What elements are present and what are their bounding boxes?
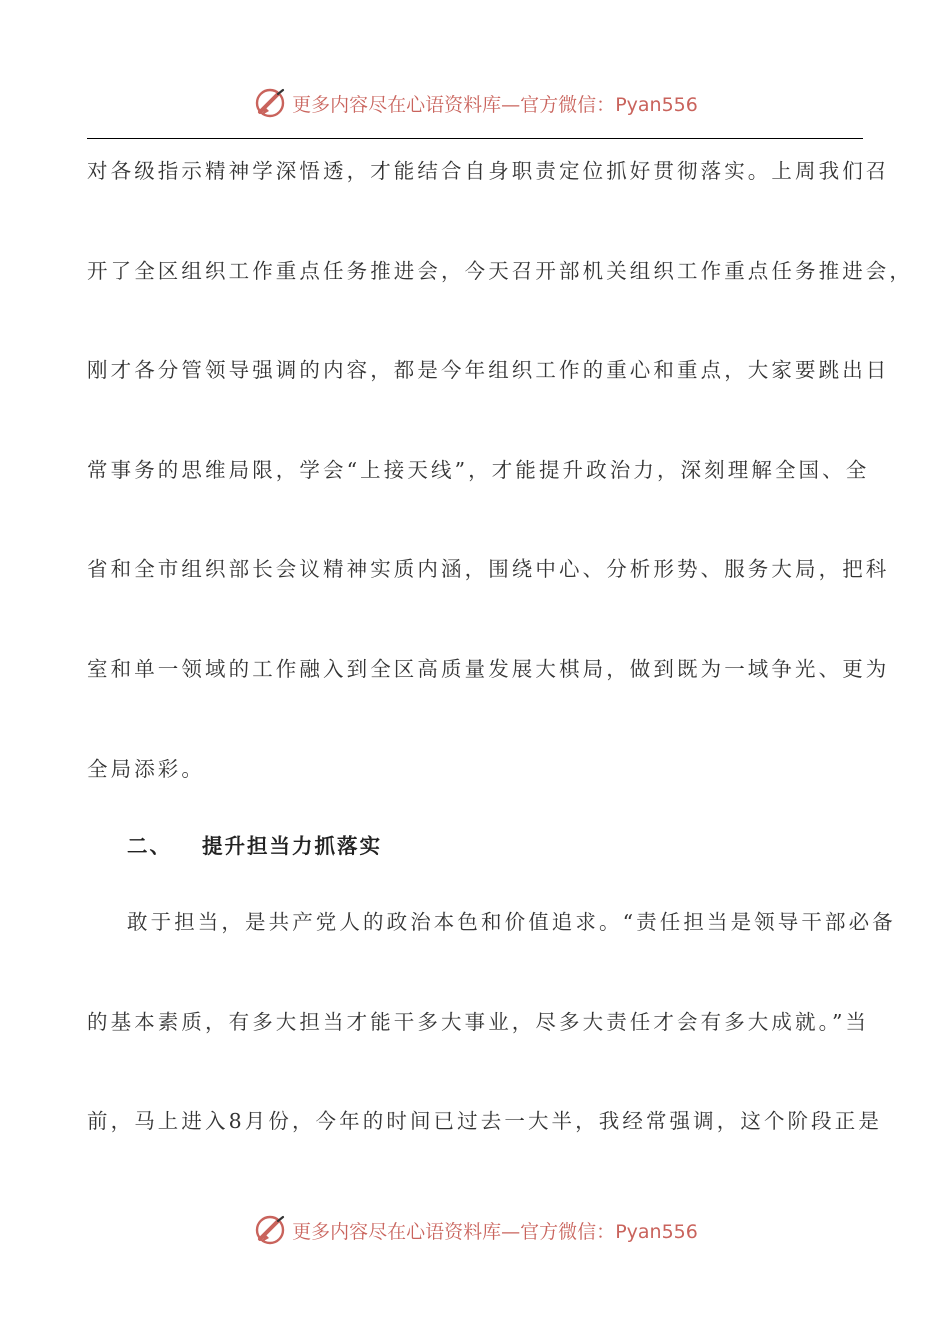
body-line: 常事务的思维局限，学会“上接天线”，才能提升政治力，深刻理解全国、全 — [87, 458, 870, 482]
section-title: 提升担当力抓落实 — [202, 834, 382, 858]
pen-nib-logo-icon — [252, 1212, 288, 1248]
body-line: 省和全市组织部长会议精神实质内涵，围绕中心、分析形势、服务大局，把科 — [87, 557, 890, 581]
header-divider — [87, 138, 863, 139]
footer-banner — [0, 1212, 950, 1248]
body-line: 室和单一领域的工作融入到全区高质量发展大棋局，做到既为一域争光、更为 — [87, 657, 890, 681]
section-heading — [127, 831, 382, 861]
body-line: 前，马上进入8月份，今年的时间已过去一大半，我经常强调，这个阶段正是 — [87, 1109, 882, 1133]
pen-nib-logo-icon — [252, 85, 288, 121]
body-line: 对各级指示精神学深悟透，才能结合自身职责定位抓好贯彻落实。上周我们召 — [87, 159, 890, 183]
footer-banner-dash: — — [501, 1220, 521, 1243]
header-banner-text — [292, 90, 698, 117]
header-banner-dash: — — [501, 93, 521, 116]
footer-banner-inner — [252, 1212, 698, 1248]
body-line: 的基本素质，有多大担当才能干多大事业，尽多大责任才会有多大成就。”当 — [87, 1010, 870, 1034]
section-number: 二、 — [127, 834, 172, 858]
body-line: 开了全区组织工作重点任务推进会，今天召开部机关组织工作重点任务推进会， — [87, 259, 913, 283]
body-line: 全局添彩。 — [87, 757, 205, 781]
header-banner — [0, 85, 950, 121]
header-banner-main: 更多内容尽在心语资料库 — [292, 93, 502, 116]
footer-wechat-label: 官方微信： — [520, 1220, 616, 1243]
footer-banner-text — [292, 1217, 698, 1244]
body-line: 敢于担当，是共产党人的政治本色和价值追求。“责任担当是领导干部必备 — [127, 910, 896, 934]
footer-banner-main: 更多内容尽在心语资料库 — [292, 1220, 502, 1243]
header-wechat-id: Pyan556 — [615, 93, 698, 116]
header-banner-inner — [252, 85, 698, 121]
header-wechat-label: 官方微信： — [520, 93, 616, 116]
footer-wechat-id: Pyan556 — [615, 1220, 698, 1243]
body-line: 刚才各分管领导强调的内容，都是今年组织工作的重心和重点，大家要跳出日 — [87, 358, 890, 382]
